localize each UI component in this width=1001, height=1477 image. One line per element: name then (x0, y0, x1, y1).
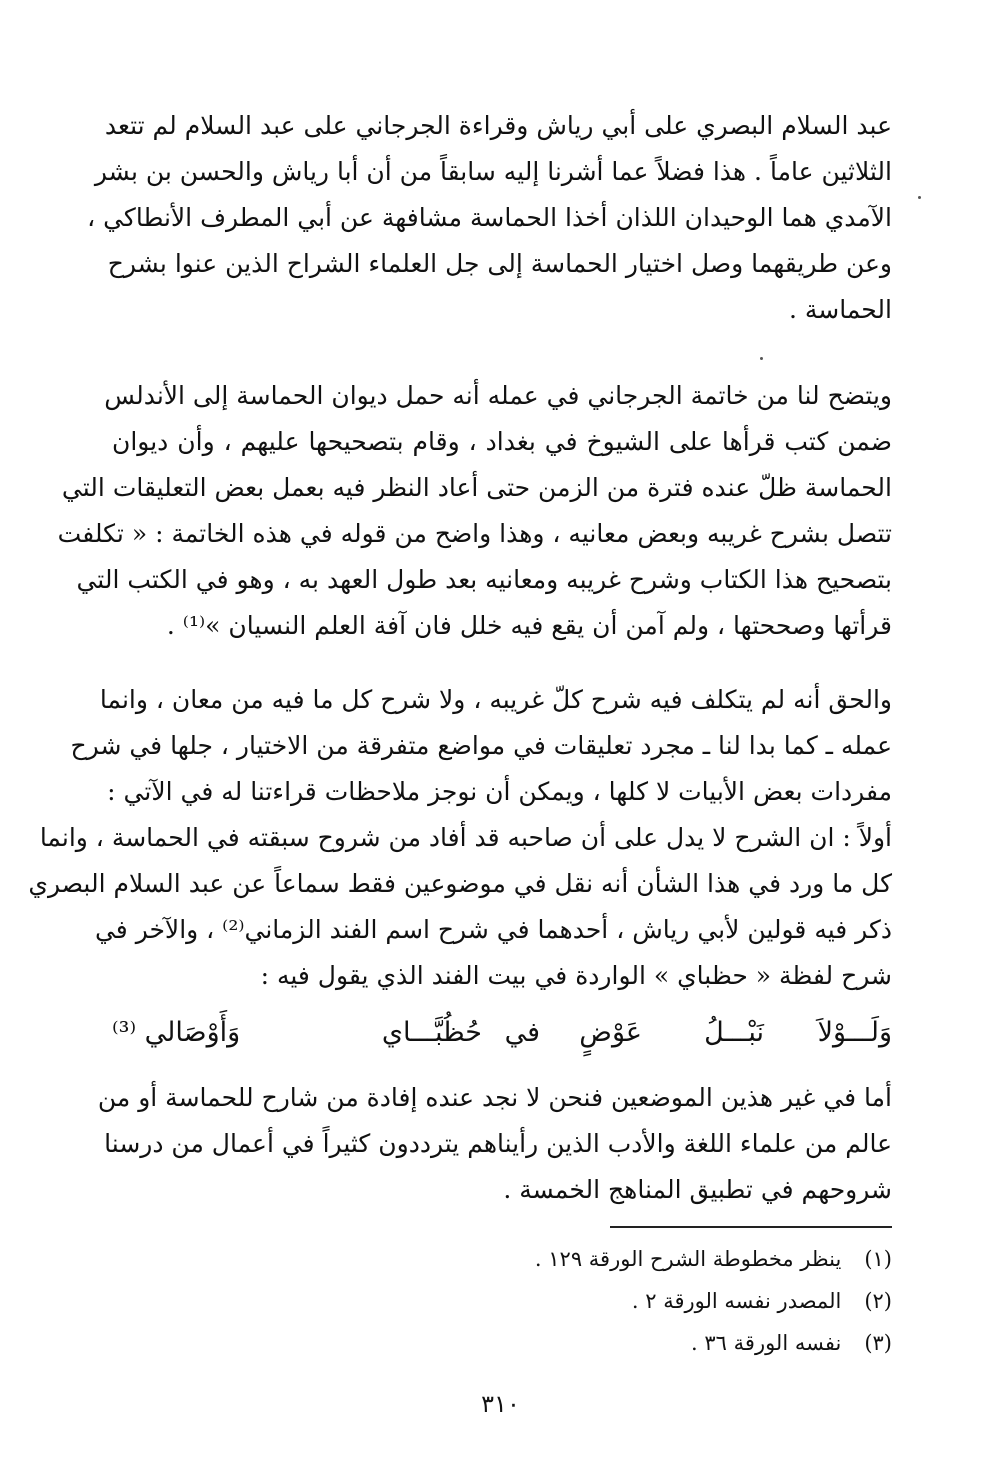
text-line: أولاً : ان الشرح لا يدل على أن صاحبه قد أفاد من شروح سبقته في الحماسة ، وانما (39, 823, 892, 852)
verse-word: وَأَوْصَالي ⁽³⁾ (112, 1017, 241, 1048)
footnote-text: نفسه الورقة ٣٦ . (691, 1331, 842, 1355)
text-line: قرأتها وصححتها ، ولم آمن أن يقع فيه خلل فان آفة العلم النسيان »⁽¹⁾ . (166, 611, 892, 640)
footnote-divider (610, 1226, 892, 1228)
poetry-verse (112, 1008, 892, 1058)
scan-speck (918, 196, 921, 199)
text-line: مفردات بعض الأبيات لا كلها ، ويمكن أن نوجز ملاحظات قراءتنا له في الآتي : (107, 777, 892, 806)
text-line: ويتضح لنا من خاتمة الجرجاني في عمله أنه حمل ديوان الحماسة إلى الأندلس (104, 381, 892, 410)
footnote-text: المصدر نفسه الورقة ٢ . (631, 1289, 842, 1313)
text-line: الحماسة ظلّ عنده فترة من الزمن حتى أعاد النظر فيه بعمل بعض التعليقات التي (61, 473, 892, 502)
paragraph-2 (57, 373, 892, 649)
footnote (400, 1280, 892, 1322)
text-line: ضمن كتب قرأها على الشيوخ في بغداد ، وقام بتصحيحها عليهم ، وأن ديوان (112, 427, 892, 456)
verse-word: نَبْـــلُ (704, 1017, 764, 1048)
verse-word: في (504, 1017, 540, 1048)
footnote-number: (١) (864, 1247, 892, 1271)
text-line: عمله ـ كما بدا لنا ـ مجرد تعليقات في مواضع متفرقة من الاختيار ، جلها في شرح (70, 731, 892, 760)
text-line: تتصل بشرح غريبه وبعض معانيه ، وهذا واضح من قوله في هذه الخاتمة : « تكلفت (57, 519, 892, 548)
text-line: شروحهم في تطبيق المناهج الخمسة . (503, 1175, 892, 1204)
text-line: كل ما ورد في هذا الشأن أنه نقل في موضوعين فقط سماعاً عن عبد السلام البصري (28, 869, 892, 898)
footnote-number: (٣) (864, 1331, 892, 1355)
text-line: الحماسة . (788, 295, 892, 324)
footnote-text: ينظر مخطوطة الشرح الورقة ١٢٩ . (534, 1247, 842, 1271)
text-line: الثلاثين عاماً . هذا فضلاً عما أشرنا إليه سابقاً من أن أبا رياش والحسن بن بشر (94, 157, 892, 186)
text-line: الآمدي هما الوحيدان اللذان أخذا الحماسة مشافهة عن أبي المطرف الأنطاكي ، (87, 203, 892, 232)
verse-word: حُظُبَّـــاي (381, 1017, 482, 1048)
footnote (400, 1322, 892, 1364)
footnotes (400, 1238, 892, 1364)
paragraph-3 (28, 677, 892, 999)
text-line: أما في غير هذين الموضعين فنحن لا نجد عنده إفادة من شارح للحماسة أو من (97, 1083, 892, 1112)
paragraph-1 (87, 103, 892, 333)
verse-word: وَلَـــوْلاَ (817, 1017, 892, 1048)
text-line: عالم من علماء اللغة والأدب الذين رأيناهم يترددون كثيراً في أعمال من درسنا (104, 1129, 892, 1158)
text-line: ذكر فيه قولين لأبي رياش ، أحدهما في شرح اسم الفند الزماني⁽²⁾ ، والآخر في (94, 915, 892, 944)
scan-speck (760, 357, 763, 360)
page-number: ٣١٠ (481, 1390, 520, 1418)
footnote (400, 1238, 892, 1280)
paragraph-4 (97, 1075, 892, 1213)
text-line: وعن طريقهما وصل اختيار الحماسة إلى جل العلماء الشراح الذين عنوا بشرح (107, 249, 892, 278)
text-line: شرح لفظة « حظباي » الواردة في بيت الفند الذي يقول فيه : (260, 961, 892, 990)
text-line: عبد السلام البصري على أبي رياش وقراءة الجرجاني على عبد السلام لم تتعد (104, 111, 892, 140)
text-line: والحق أنه لم يتكلف فيه شرح كلّ غريبه ، ولا شرح كل ما فيه من معان ، وانما (99, 685, 892, 714)
footnote-number: (٢) (864, 1289, 892, 1313)
text-line: بتصحيح هذا الكتاب وشرح غريبه ومعانيه بعد طول العهد به ، وهو في الكتب التي (76, 565, 892, 594)
verse-word: عَوْضٍ (579, 1017, 642, 1048)
